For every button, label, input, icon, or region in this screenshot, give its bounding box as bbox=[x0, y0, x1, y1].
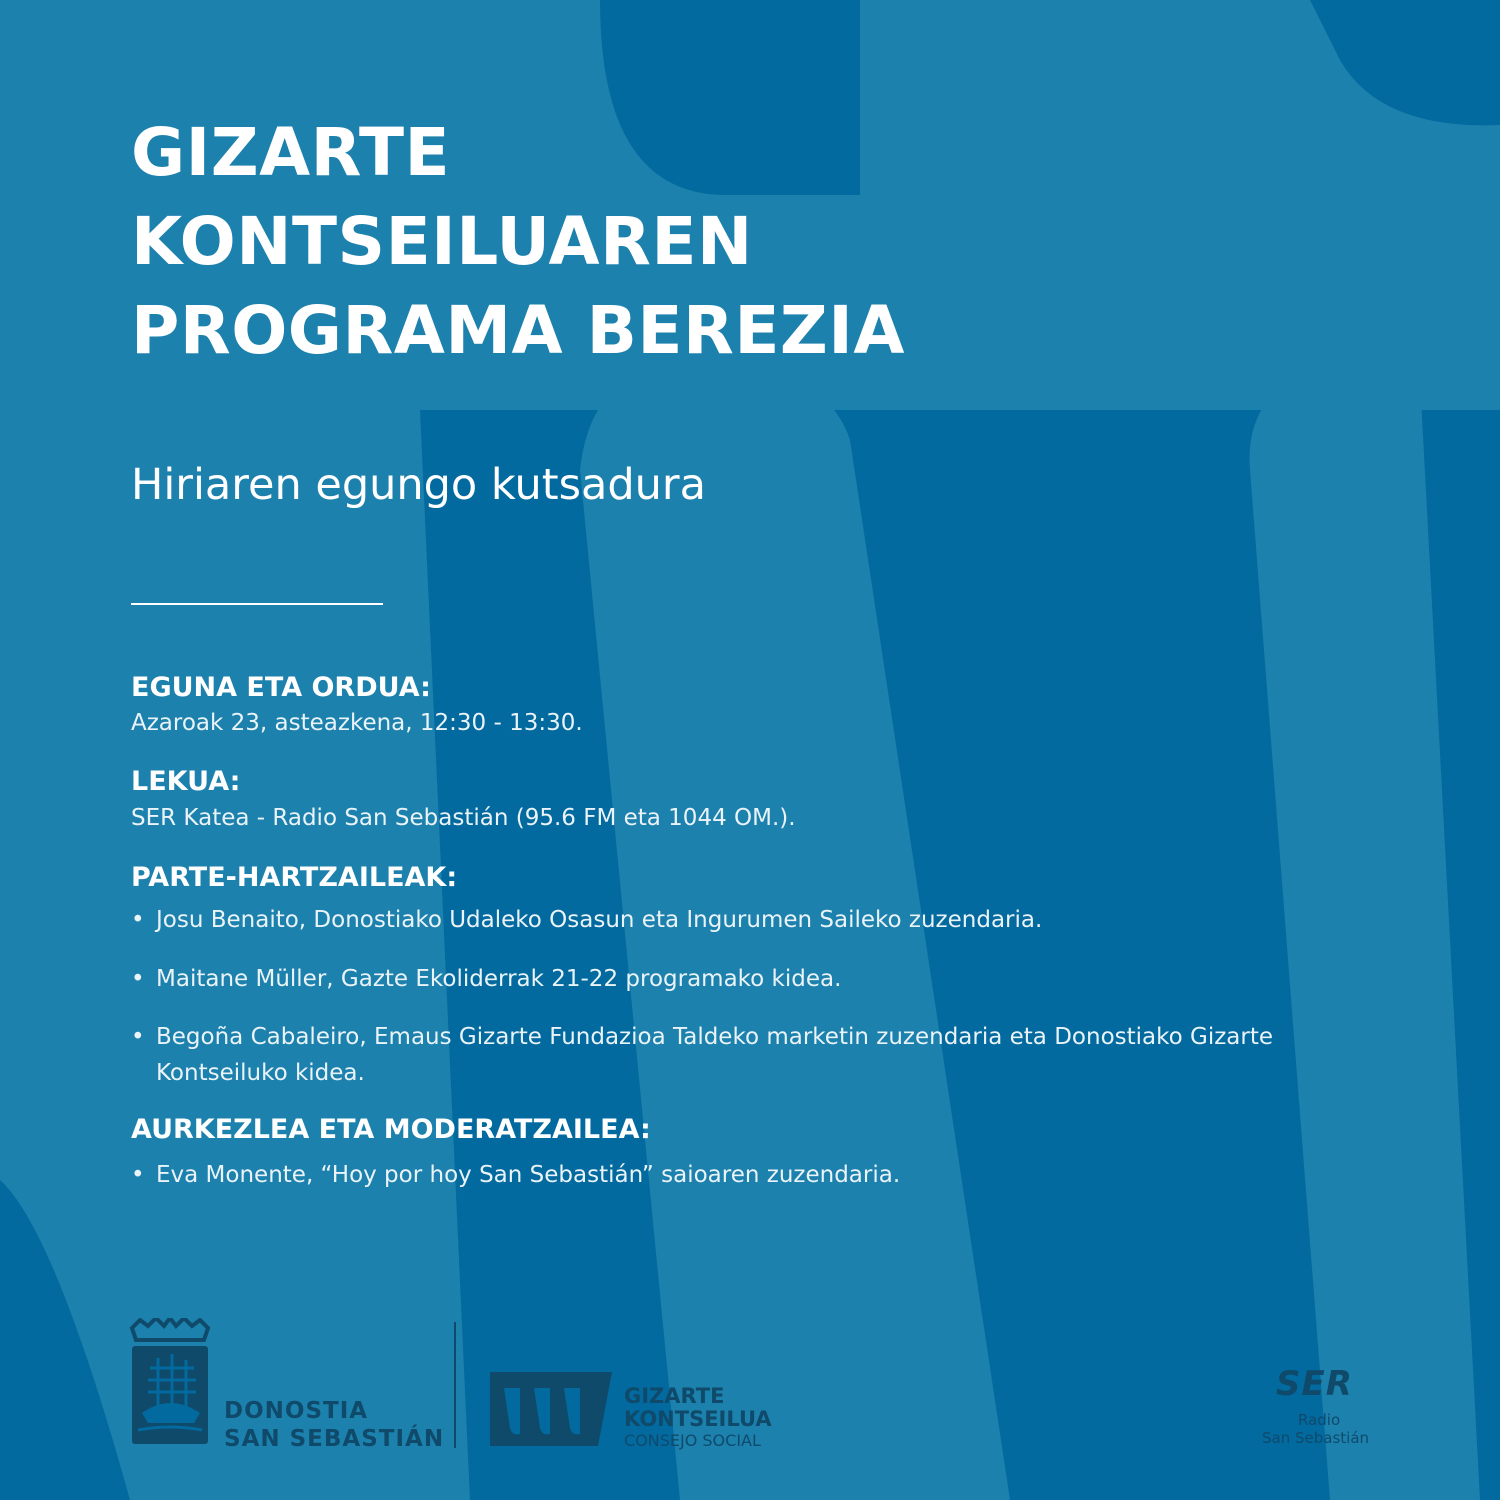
participant-item-2 bbox=[131, 961, 1371, 997]
title-line-2: KONTSEILUAREN bbox=[131, 203, 753, 280]
moderator-heading: AURKEZLEA ETA MODERATZAILEA: bbox=[131, 1114, 651, 1145]
title-line-3: PROGRAMA BEREZIA bbox=[131, 292, 905, 369]
divider-rule bbox=[131, 603, 383, 605]
bullet-dot: • bbox=[131, 1024, 145, 1050]
logo-divider bbox=[454, 1322, 456, 1448]
participant-item-1 bbox=[131, 902, 1371, 938]
ser-logo-line-2: San Sebastián bbox=[1262, 1429, 1370, 1447]
participant-text: Begoña Cabaleiro, Emaus Gizarte Fundazioa Taldeko marketin zuzendaria eta Donostiako Gizarte Kontseiluko kidea. bbox=[156, 1024, 1274, 1086]
place-text: SER Katea - Radio San Sebastián (95.6 FM eta 1044 OM.). bbox=[131, 805, 796, 831]
moderator-text: Eva Monente, “Hoy por hoy San Sebastián” saioaren zuzendaria. bbox=[156, 1162, 901, 1188]
gizarte-logo-line-1: GIZARTE bbox=[624, 1384, 725, 1408]
subtitle: Hiriaren egungo kutsadura bbox=[131, 460, 706, 510]
title-line-1: GIZARTE bbox=[131, 114, 451, 191]
bullet-dot: • bbox=[131, 966, 145, 992]
bullet-dot: • bbox=[131, 907, 145, 933]
gizarte-kontseilua-logo-icon bbox=[490, 1372, 612, 1446]
participant-text: Josu Benaito, Donostiako Udaleko Osasun eta Ingurumen Saileko zuzendaria. bbox=[156, 907, 1043, 933]
participant-text: Maitane Müller, Gazte Ekoliderrak 21-22 programako kidea. bbox=[156, 966, 842, 992]
participant-item-3 bbox=[131, 1019, 1371, 1091]
donostia-logo-line-1: DONOSTIA bbox=[224, 1398, 369, 1424]
bullet-dot: • bbox=[131, 1162, 145, 1188]
ser-logo-line-1: Radio bbox=[1298, 1411, 1341, 1429]
donostia-crest-icon bbox=[128, 1318, 212, 1448]
gizarte-logo-line-2: KONTSEILUA bbox=[624, 1407, 772, 1431]
moderator-item-1 bbox=[131, 1157, 1371, 1193]
participants-heading: PARTE-HARTZAILEAK: bbox=[131, 862, 458, 893]
page-title bbox=[131, 108, 905, 375]
donostia-logo-line-2: SAN SEBASTIÁN bbox=[224, 1426, 445, 1452]
date-text: Azaroak 23, asteazkena, 12:30 - 13:30. bbox=[131, 710, 583, 736]
ser-logo-mark: SER bbox=[1276, 1364, 1353, 1404]
gizarte-logo-line-3: CONSEJO SOCIAL bbox=[624, 1431, 761, 1450]
date-heading: EGUNA ETA ORDUA: bbox=[131, 672, 431, 703]
place-heading: LEKUA: bbox=[131, 766, 241, 797]
